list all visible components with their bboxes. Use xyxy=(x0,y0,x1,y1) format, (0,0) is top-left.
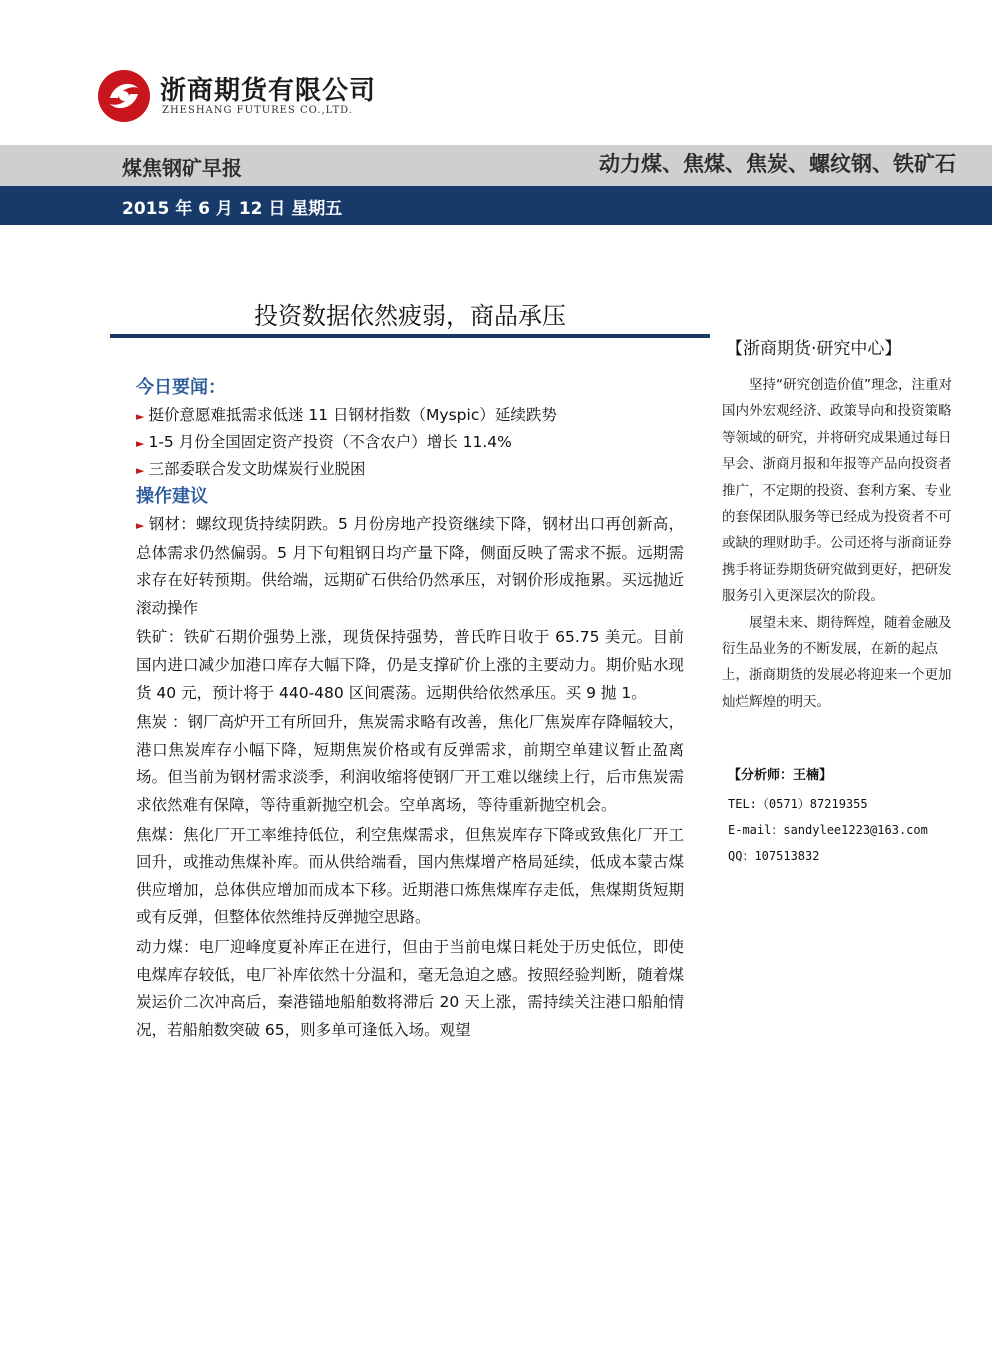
analyst-info xyxy=(728,764,968,869)
coke-advice: 焦炭 ：钢厂高炉开工有所回升，焦炭需求略有改善，焦化厂焦炭库存降幅较大，港口焦炭库存小幅下降，短期焦炭价格或有反弹需求，前期空单建议暂止盈离场。但当前为钢材需求淡季，利润收缩将使钢厂开工难以继续上行，后市焦炭需求依然难有保障，等待重新抛空机会。空单离场，等待重新抛空机会。 xyxy=(136,713,684,814)
company-logo xyxy=(96,68,152,124)
arrow-icon: ► xyxy=(136,464,145,477)
title-divider xyxy=(110,334,710,338)
report-date: 2015 年 6 月 12 日 星期五 xyxy=(122,199,343,219)
steel-advice-text: 钢材：螺纹现货持续阴跌。5 月份房地产投资继续下降，钢材出口再创新高，总体需求仍然偏弱。5 月下旬粗钢日均产量下降，侧面反映了需求不振。远期需求存在好转预期。供给端，远期矿石供给仍然承压，对钢价形成拖累。买远抛近滚动操作 xyxy=(136,515,684,617)
news-item xyxy=(136,402,684,429)
arrow-icon: ► xyxy=(136,437,145,450)
intro-paragraph: 展望未来、期待辉煌，随着金融及衍生品业务的不断发展，在新的起点上，浙商期货的发展必将迎来一个更加灿烂辉煌的明天。 xyxy=(722,614,952,710)
company-name-en: ZHESHANG FUTURES CO.,LTD. xyxy=(162,105,353,116)
news-section-title: 今日要闻： xyxy=(136,377,226,398)
coking-coal-advice: 焦煤：焦化厂开工率维持低位，利空焦煤需求，但焦炭库存下降或致焦化厂开工回升，或推动焦煤补库。而从供给端看，国内焦煤增产格局延续，低成本蒙古煤供应增加，总体供应增加而成本下移。近期港口炼焦煤库存走低，焦煤期货短期或有反弹，但整体依然维持反弹抛空思路。 xyxy=(136,825,684,927)
report-title: 投资数据依然疲弱，商品承压 xyxy=(254,302,566,330)
main-content xyxy=(136,374,684,1046)
news-item xyxy=(136,429,684,456)
commodity-list: 动力煤、焦煤、焦炭、螺纹钢、铁矿石 xyxy=(599,152,956,176)
steel-advice xyxy=(136,511,684,622)
research-center-header: 【浙商期货·研究中心】 xyxy=(726,339,902,359)
report-name: 煤焦钢矿早报 xyxy=(122,156,242,180)
news-item-text: 1-5 月份全国固定资产投资（不含农户）增长 11.4% xyxy=(148,433,512,451)
analyst-qq: QQ：107513832 xyxy=(728,849,820,863)
analyst-tel: TEL:（0571）87219355 xyxy=(728,797,868,811)
analyst-email[interactable]: E-mail：sandylee1223@163.com xyxy=(728,823,928,837)
company-name-cn: 浙商期货有限公司 xyxy=(160,76,377,106)
news-item-text: 三部委联合发文助煤炭行业脱困 xyxy=(148,460,366,478)
iron-ore-advice: 铁矿：铁矿石期价强势上涨，现货保持强势，普氏昨日收于 65.75 美元。目前国内进口减少加港口库存大幅下降，仍是支撑矿价上涨的主要动力。期价贴水现货 40 元，预计将于 440-480 区间震荡。远期供给依然承压。买 9 抛 1。 xyxy=(136,628,684,702)
arrow-icon: ► xyxy=(136,519,145,532)
arrow-icon: ► xyxy=(136,410,145,423)
advice-section-title: 操作建议 xyxy=(136,486,208,507)
thermal-coal-advice: 动力煤：电厂迎峰度夏补库正在进行，但由于当前电煤日耗处于历史低位，即使电煤库存较低，电厂补库依然十分温和，毫无急迫之感。按照经验判断，随着煤炭运价二次冲高后，秦港锚地船舶数将滞后 20 天上涨，需持续关注港口船舶情况，若船舶数突破 65，则多单可逢低入场。观望 xyxy=(136,937,684,1039)
intro-paragraph: 坚持“研究创造价值”理念，注重对国内外宏观经济、政策导向和投资策略等领域的研究，并将研究成果通过每日早会、浙商月报和年报等产品向投资者推广，不定期的投资、套利方案、专业的套保团队服务等已经成为投资者不可或缺的理财助手。公司还将与浙商证券携手将证券期货研究做到更好，把研发服务引入更深层次的阶段。 xyxy=(722,377,952,605)
news-item xyxy=(136,456,684,483)
research-center-intro xyxy=(722,372,954,715)
news-item-text: 挺价意愿难抵需求低迷 11 日钢材指数（Myspic）延续跌势 xyxy=(148,406,557,424)
analyst-title: 【分析师：王楠】 xyxy=(728,768,833,783)
